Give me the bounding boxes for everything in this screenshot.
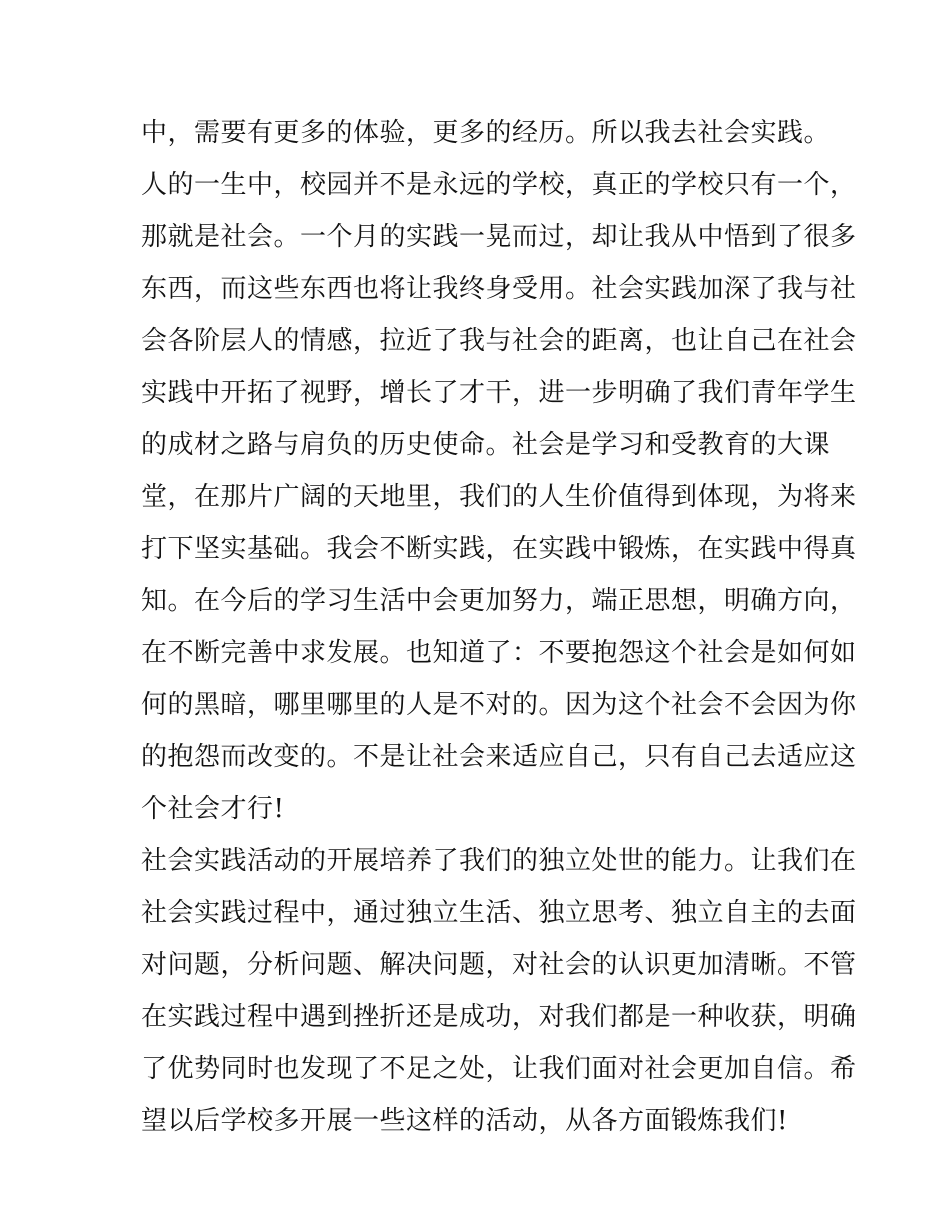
text-line: 望以后学校多开展一些这样的活动，从各方面锻炼我们! [141, 1106, 788, 1136]
text-line: 何的黑暗，哪里哪里的人是不对的。因为这个社会不会因为你 [141, 690, 857, 720]
text-line: 在不断完善中求发展。也知道了：不要抱怨这个社会是如何如 [141, 638, 857, 668]
text-line: 了优势同时也发现了不足之处，让我们面对社会更加自信。希 [141, 1054, 857, 1084]
text-line: 的抱怨而改变的。不是让社会来适应自己，只有自己去适应这 [141, 742, 857, 772]
text-line: 会各阶层人的情感，拉近了我与社会的距离，也让自己在社会 [141, 326, 857, 356]
body-text [141, 107, 857, 1147]
text-line: 社会实践活动的开展培养了我们的独立处世的能力。让我们在 [141, 846, 857, 876]
text-line: 堂，在那片广阔的天地里，我们的人生价值得到体现，为将来 [141, 482, 857, 512]
text-line: 中，需要有更多的体验，更多的经历。所以我去社会实践。 [141, 118, 831, 148]
text-line: 在实践过程中遇到挫折还是成功，对我们都是一种收获，明确 [141, 1002, 857, 1032]
text-line: 对问题，分析问题、解决问题，对社会的认识更加清晰。不管 [141, 950, 857, 980]
text-line: 人的一生中，校园并不是永远的学校，真正的学校只有一个， [141, 170, 857, 200]
text-line: 的成材之路与肩负的历史使命。社会是学习和受教育的大课 [141, 430, 831, 460]
text-line: 知。在今后的学习生活中会更加努力，端正思想，明确方向， [141, 586, 857, 616]
text-line: 个社会才行! [141, 794, 285, 824]
text-line: 打下坚实基础。我会不断实践，在实践中锻炼，在实践中得真 [141, 534, 857, 564]
text-line: 东西，而这些东西也将让我终身受用。社会实践加深了我与社 [141, 274, 857, 304]
text-line: 实践中开拓了视野，增长了才干，进一步明确了我们青年学生 [141, 378, 857, 408]
text-line: 那就是社会。一个月的实践一晃而过，却让我从中悟到了很多 [141, 222, 857, 252]
text-line: 社会实践过程中，通过独立生活、独立思考、独立自主的去面 [141, 898, 857, 928]
